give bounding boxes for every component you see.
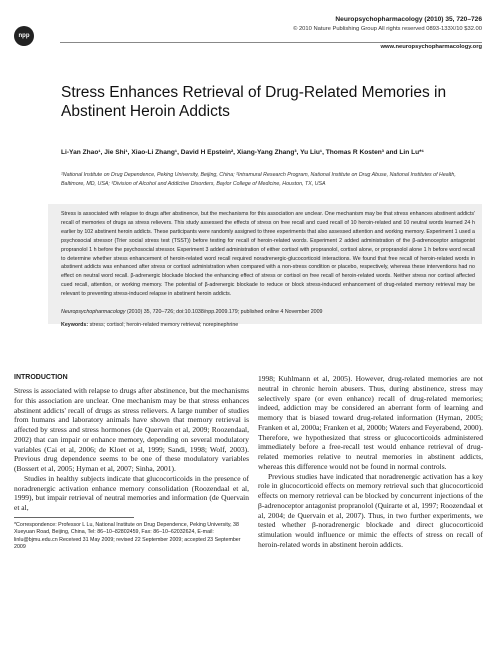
right-column	[258, 374, 483, 550]
citation-line	[61, 308, 475, 316]
footnote-divider	[14, 517, 134, 518]
intro-paragraph-1: Stress is associated with relapse to drugs after abstinence, but the mechanisms for this association are unclear. One mechanism may be that stress enhances abstinent addicts' recall of drugs as stress relievers. A large number of studies from humans and laboratory animals have shown that memory retrieval is affected by stress and stress hormones (de Quervain et al, 2009; Roozendaal, 2002) that can impair or enhance memory, depending on several modulatory variables (Cai et al, 2006; de Kloet et al, 1999; Sandi, 1998; Wolf, 2003). Previous drug dependence seems to be one of these modulatory variables (Bossert et al, 2005; Hyman et al, 2007; Sinha, 2001).	[14, 386, 249, 473]
keywords-line	[61, 321, 475, 329]
citation-details: (2010) 35, 720–726; doi:10.1038/npp.2009.179; published online 4 November 2009	[125, 309, 323, 315]
page-header	[14, 4, 482, 54]
intro-paragraph-4: Previous studies have indicated that noradrenergic activation has a key role in glucocorticoid effects on memory retrieval such that glucocorticoid effects on memory retrieval can be blocked by concurrent injections of the β-adrenoceptor antagonist propranolol (Quirarte et al, 1997; Roozendaal et al, 2004; de Quervain et al, 2007). Thus, in two further experiments, we tested whether β-noradrenergic blockade and direct glucocorticoid stimulation would influence or mimic the effects of stress on recall of heroin-related words in abstinent heroin addicts.	[258, 471, 483, 549]
copyright-line: © 2010 Nature Publishing Group All rights reserved 0893-133X/10 $32.00	[293, 26, 482, 32]
affiliations: ¹National Institute on Drug Dependence, Peking University, Beijing, China; ²Intramural Research Program, National Institute on Drug Abuse, National Institutes of Health, Baltimore, MD, USA; ³Division of Alcohol and Addictive Disorders, Baylor College of Medicine, Houston, TX, USA	[61, 172, 456, 187]
journal-logo: npp	[14, 26, 34, 46]
journal-citation-header: Neuropsychopharmacology (2010) 35, 720–726	[335, 16, 482, 23]
intro-paragraph-2: Studies in healthy subjects indicate that glucocorticoids in the presence of noradrenergic activation enhance memory consolidation (Roozendaal et al, 1999), but impair retrieval of neutral memories and information (de Quervain et al,	[14, 473, 249, 512]
intro-paragraph-3: 1998; Kuhlmann et al, 2005). However, drug-related memories are not neutral in chronic heroin abusers. Thus, during abstinence, stress may selectively spare (or even enhance) recall of drug-related memories; indeed, addiction may be considered an aberrant form of learning and memory that is biased toward drug-related information (Hyman, 2005; Franken et al, 2000a; Franken et al, 2000b; Waters and Feyerabend, 2000). Therefore, we hypothesized that stress or glucocorticoids administered immediately before a free-recall test would enhance retrieval of drug-related memories relative to neutral memories in abstinent addicts, whereas this difference would not be found in normal controls.	[258, 374, 483, 471]
correspondence-note: *Correspondence: Professor L Lu, National Institute on Drug Dependence, Peking University, 38 Xueyuan Road, Beijing, China, Tel: 86–10–82802459, Fax: 86–10–62032624, E-mail: linlu@bjmu.edu.cn Received 31 May 2009; revised 22 September 2009; accepted 23 September 2009	[14, 521, 241, 550]
article-title: Stress Enhances Retrieval of Drug-Related Memories in Abstinent Heroin Addicts	[61, 84, 447, 120]
left-column	[14, 374, 249, 551]
keywords-label: Keywords:	[61, 322, 89, 328]
header-divider	[60, 42, 482, 43]
keywords-text: stress; cortisol; heroin-related memory retrieval; norepinephrine	[88, 322, 239, 328]
journal-url[interactable]: www.neuropsychopharmacology.org	[380, 44, 482, 50]
abstract-text: Stress is associated with relapse to drugs after abstinence, but the mechanisms for this association are unclear. One mechanism may be that stress enhances abstinent addicts' recall of memories of drugs as stress relievers. This study assessed the effects of stress on free recall and cued recall of 10 heroin-related and 10 neutral words learned 24 h earlier by 102 abstinent heroin addicts. These participants were randomly assigned to three experiments that also assessed attention and working memory. Experiment 1 used a psychosocial stressor (Trier social stress test (TSST)) before testing for recall of heroin-related words. Experiment 2 added administration of the β-adrenoceptor antagonist propranolol 1 h before the psychosocial stressor. Experiment 3 added administration of either cortisol with propranolol, cortisol alone, or propranolol alone 1 h before word recall to determine whether stress enhancement of heroin-related word recall required noradrenergic-glucocorticoid interactions. We found that free recall of heroin-related words in abstinent addicts was enhanced after stress or cortisol administration when compared with a non-stress condition or placebo, respectively, whereas these interventions had no effect on neutral word recall. β-adrenergic blockade blocked the enhancing effect of stress or cortisol on free recall of heroin-related words. Neither stress nor cortisol affected cued recall, attention, or working memory. The potential of β-adrenergic blockade to reduce or block stress-induced enhancement of drug-related memory retrieval may be relevant to preventing stress-induced relapse in abstinent heroin addicts.	[61, 211, 475, 298]
author-list: Li-Yan Zhao¹, Jie Shi¹, Xiao-Li Zhang¹, David H Epstein², Xiang-Yang Zhang³, Yu Liu¹, Thomas R Kosten³ and Lin Lu*¹	[61, 149, 424, 156]
introduction-heading: INTRODUCTION	[14, 374, 68, 381]
citation-journal: Neuropsychopharmacology	[61, 309, 126, 315]
left-body	[14, 386, 249, 513]
right-body	[258, 374, 483, 550]
